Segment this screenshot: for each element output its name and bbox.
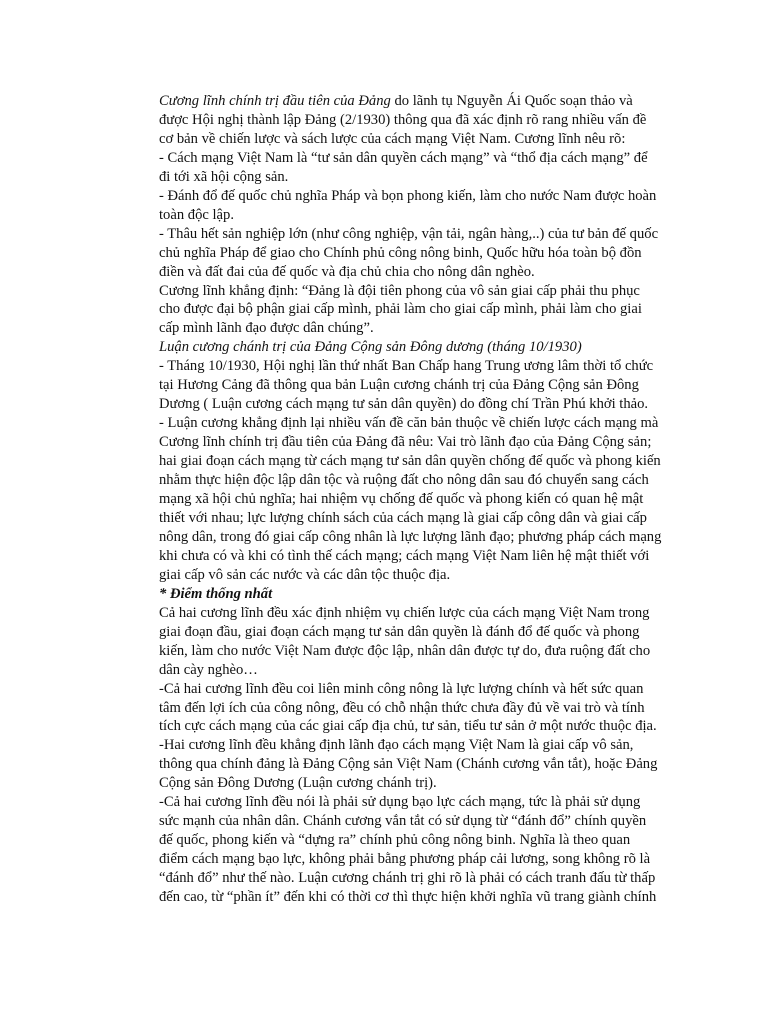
- italic-title-span: Cương lĩnh chính trị đầu tiên của Đảng: [159, 93, 391, 109]
- text-line: - Thâu hết sản nghiệp lớn (như công nghiệp, vận tải, ngân hàng,..) của tư bản đế quốc: [159, 225, 659, 242]
- text-line: - Tháng 10/1930, Hội nghị lần thứ nhất Ban Chấp hang Trung ương lâm thời tổ chức: [159, 358, 654, 375]
- text-line: -Cả hai cương lĩnh đều nói là phải sử dụng bạo lực cách mạng, tức là phải sử dụng: [159, 794, 641, 811]
- text-line: tâm đến lợi ích của công nông, đều có chỗ nhận thức chưa đầy đủ về vai trò và tính: [159, 699, 645, 716]
- text-line: thiết với nhau; lực lượng chính sách của cách mạng là giai cấp công dân và giai cấp: [159, 509, 647, 526]
- text-line: Cộng sản Đông Dương (Luận cương chánh trị).: [159, 775, 437, 792]
- text-line: -Cả hai cương lĩnh đều coi liên minh công nông là lực lượng chính và hết sức quan: [159, 680, 644, 697]
- document-page: [159, 92, 681, 907]
- text-line: sức mạnh của nhân dân. Chánh cương vắn tắt có sử dụng từ “đánh đổ” chính quyền: [159, 813, 647, 830]
- text-line: - Luận cương khẳng định lại nhiều vấn đề căn bản thuộc về chiến lược cách mạng mà: [159, 415, 659, 432]
- text-line: [159, 92, 681, 111]
- text-line: giai đoạn đầu, giai đoạn cách mạng tư sản dân quyền là đánh đổ đế quốc và phong: [159, 623, 640, 640]
- text-line: dân cày nghèo…: [159, 661, 258, 678]
- line-rest-span: do lãnh tụ Nguyễn Ái Quốc soạn thảo và: [390, 93, 633, 109]
- text-line: Dương ( Luận cương cách mạng tư sản dân quyền) do đồng chí Trần Phú khởi thảo.: [159, 396, 649, 413]
- text-line: đế quốc, phong kiến và “dựng ra” chính phủ công nông binh. Nghĩa là theo quan: [159, 832, 631, 849]
- text-line: kiến, làm cho nước Việt Nam được độc lập, nhân dân được tự do, đưa ruộng đất cho: [159, 642, 651, 659]
- text-line: Cả hai cương lĩnh đều xác định nhiệm vụ chiến lược của cách mạng Việt Nam trong: [159, 604, 650, 621]
- text-line: tích cực cách mạng của các giai cấp địa chủ, tư sản, tiểu tư sản ở một nước thuộc địa.: [159, 718, 657, 735]
- text-line: mạng xã hội chủ nghĩa; hai nhiệm vụ chống đế quốc và phong kiến có quan hệ mật: [159, 491, 644, 508]
- text-line: -Hai cương lĩnh đều khẳng định lãnh đạo cách mạng Việt Nam là giai cấp vô sản,: [159, 737, 634, 754]
- text-line: giai cấp vô sản các nước và các dân tộc thuộc địa.: [159, 566, 451, 583]
- text-line: - Đánh đổ đế quốc chủ nghĩa Pháp và bọn phong kiến, làm cho nước Nam được hoàn: [159, 187, 657, 204]
- text-line: hai giai đoạn cách mạng từ cách mạng tư sản dân quyền chống đế quốc và phong kiến: [159, 453, 661, 470]
- text-line: đến cao, từ “phần ít” đến khi có thời cơ thì thực hiện khởi nghĩa vũ trang giành chính: [159, 889, 657, 906]
- text-line: đi tới xã hội cộng sản.: [159, 168, 289, 185]
- text-line: cấp mình lãnh đạo được dân chúng”.: [159, 320, 374, 337]
- text-line: cơ bản về chiến lược và sách lược của cách mạng Việt Nam. Cương lĩnh nêu rõ:: [159, 130, 626, 147]
- text-line: toàn độc lập.: [159, 206, 234, 223]
- text-line: nhằm thực hiện độc lập dân tộc và ruộng đất cho nông dân sau đó chuyển sang cách: [159, 472, 649, 489]
- text-line: điểm cách mạng bạo lực, không phải bằng phương pháp cải lương, song không rõ là: [159, 851, 651, 868]
- text-line: “đánh đổ” như thế nào. Luận cương chánh trị ghi rõ là phải có cách tranh đấu từ thấp: [159, 870, 656, 887]
- text-line: nông dân, trong đó giai cấp công nhân là lực lượng lãnh đạo; phương pháp cách mạng: [159, 528, 662, 545]
- text-line: Luận cương chánh trị của Đảng Cộng sản Đông dương (tháng 10/1930): [159, 339, 582, 356]
- text-line: - Cách mạng Việt Nam là “tư sản dân quyền cách mạng” và “thổ địa cách mạng” để: [159, 149, 648, 166]
- text-line: Cương lĩnh khẳng định: “Đảng là đội tiên phong của vô sản giai cấp phải thu phục: [159, 282, 640, 299]
- text-line: điền và đất đai của đế quốc và địa chủ chia cho nông dân nghèo.: [159, 263, 535, 280]
- text-line: khi chưa có và khi có tình thế cách mạng; cách mạng Việt Nam liên hệ mật thiết với: [159, 547, 650, 564]
- text-line: Cương lĩnh chính trị đầu tiên của Đảng đã nêu: Vai trò lãnh đạo của Đảng Cộng sản;: [159, 434, 652, 451]
- text-line: cho được đại bộ phận giai cấp mình, phải làm cho giai cấp mình, phải làm cho giai: [159, 301, 642, 318]
- text-line: * Điểm thống nhất: [159, 585, 273, 602]
- text-line: tại Hương Cảng đã thông qua bản Luận cương chánh trị của Đảng Cộng sản Đông: [159, 377, 639, 394]
- text-line: chủ nghĩa Pháp để giao cho Chính phủ công nông binh, Quốc hữu hóa toàn bộ đồn: [159, 244, 642, 261]
- text-line: thông qua chính đảng là Đảng Cộng sản Việt Nam (Chánh cương vắn tắt), hoặc Đảng: [159, 756, 658, 773]
- text-line: được Hội nghị thành lập Đảng (2/1930) thông qua đã xác định rõ rang nhiều vấn đề: [159, 111, 647, 128]
